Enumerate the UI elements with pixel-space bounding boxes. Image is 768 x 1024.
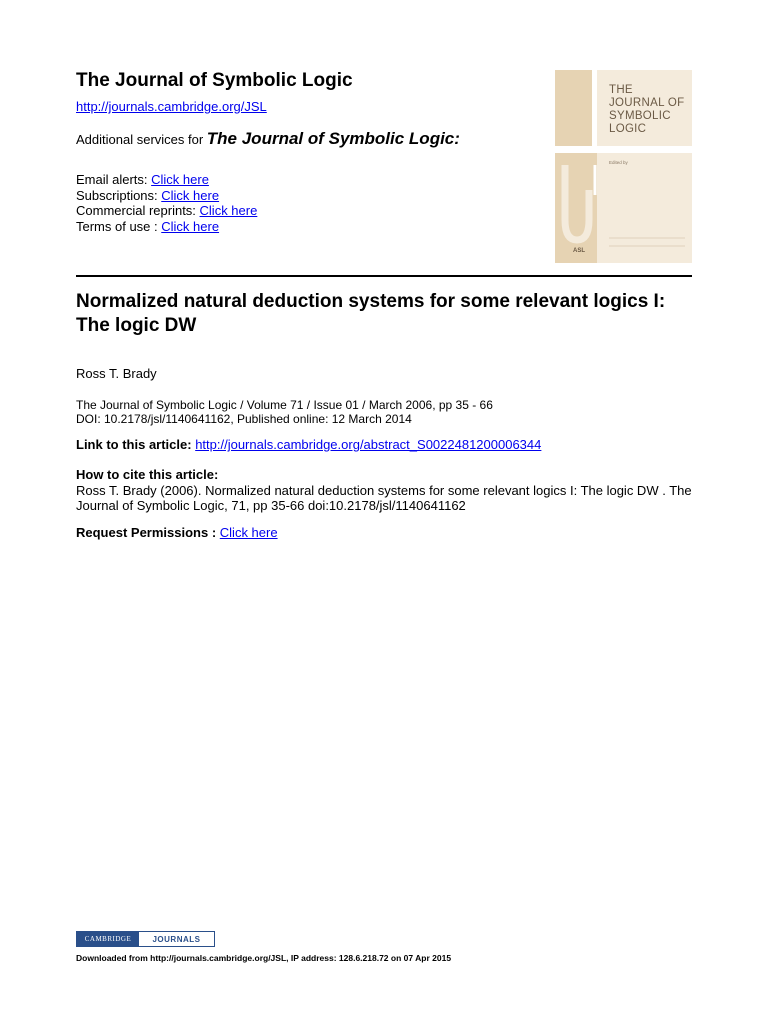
service-email-alerts	[76, 172, 257, 188]
service-label: Email alerts:	[76, 172, 152, 187]
cover-title-line: SYMBOLIC	[609, 110, 671, 122]
citation-volume: The Journal of Symbolic Logic / Volume 71 / Issue 01 / March 2006, pp 35 - 66	[76, 398, 493, 412]
service-label: Commercial reprints:	[76, 203, 200, 218]
journal-cover-image	[555, 70, 692, 263]
article-link-label: Link to this article:	[76, 437, 196, 452]
service-terms-of-use	[76, 219, 257, 235]
citation-doi: DOI: 10.2178/jsl/1140641162, Published online: 12 March 2014	[76, 412, 412, 426]
cover-asl-logo: ASL	[573, 248, 585, 254]
terms-of-use-link[interactable]: Click here	[161, 218, 220, 234]
services-list	[76, 172, 257, 234]
article-link[interactable]: http://journals.cambridge.org/abstract_S0022481200006344	[195, 437, 542, 452]
journal-url-link[interactable]: http://journals.cambridge.org/JSL	[76, 99, 267, 114]
cover-title-line: LOGIC	[609, 123, 647, 135]
services-prefix: Additional services for	[76, 132, 207, 147]
citation-details	[76, 398, 493, 426]
service-label: Subscriptions:	[76, 187, 162, 203]
service-subscriptions	[76, 188, 257, 204]
service-commercial-reprints	[76, 203, 257, 219]
cover-title	[609, 84, 684, 136]
journal-title: The Journal of Symbolic Logic	[76, 70, 353, 91]
request-permissions	[76, 525, 278, 540]
cite-text: Ross T. Brady (2006). Normalized natural deduction systems for some relevant logics I: The logic DW . The Journal of Symbolic Logic, 71, pp 35-66 doi:10.2178/jsl/1140641162	[76, 482, 692, 513]
how-to-cite	[76, 467, 696, 514]
logo-cambridge: CAMBRIDGE	[77, 932, 139, 946]
services-journal-name: The Journal of Symbolic Logic:	[206, 129, 460, 148]
cover-title-line: JOURNAL OF	[609, 97, 685, 109]
cover-title-line: THE	[609, 84, 633, 96]
logo-journals: JOURNALS	[152, 934, 201, 944]
article-title: Normalized natural deduction systems for some relevant logics I: The logic DW	[76, 291, 666, 336]
additional-services	[76, 129, 460, 149]
permissions-link[interactable]: Click here	[219, 525, 278, 540]
cite-label: How to cite this article:	[76, 467, 219, 482]
download-footer: Downloaded from http://journals.cambridge.org/JSL, IP address: 128.6.218.72 on 07 Apr 2015	[76, 953, 452, 963]
service-label: Terms of use :	[76, 218, 162, 234]
commercial-reprints-link[interactable]: Click here	[199, 203, 258, 218]
cover-edited-by: Edited by	[609, 160, 628, 165]
article-author: Ross T. Brady	[76, 366, 157, 381]
cambridge-journals-logo	[76, 931, 215, 947]
permissions-label: Request Permissions :	[76, 525, 220, 540]
article-link-line	[76, 437, 541, 452]
section-divider	[76, 275, 692, 277]
subscriptions-link[interactable]: Click here	[161, 187, 220, 203]
email-alerts-link[interactable]: Click here	[151, 172, 209, 187]
